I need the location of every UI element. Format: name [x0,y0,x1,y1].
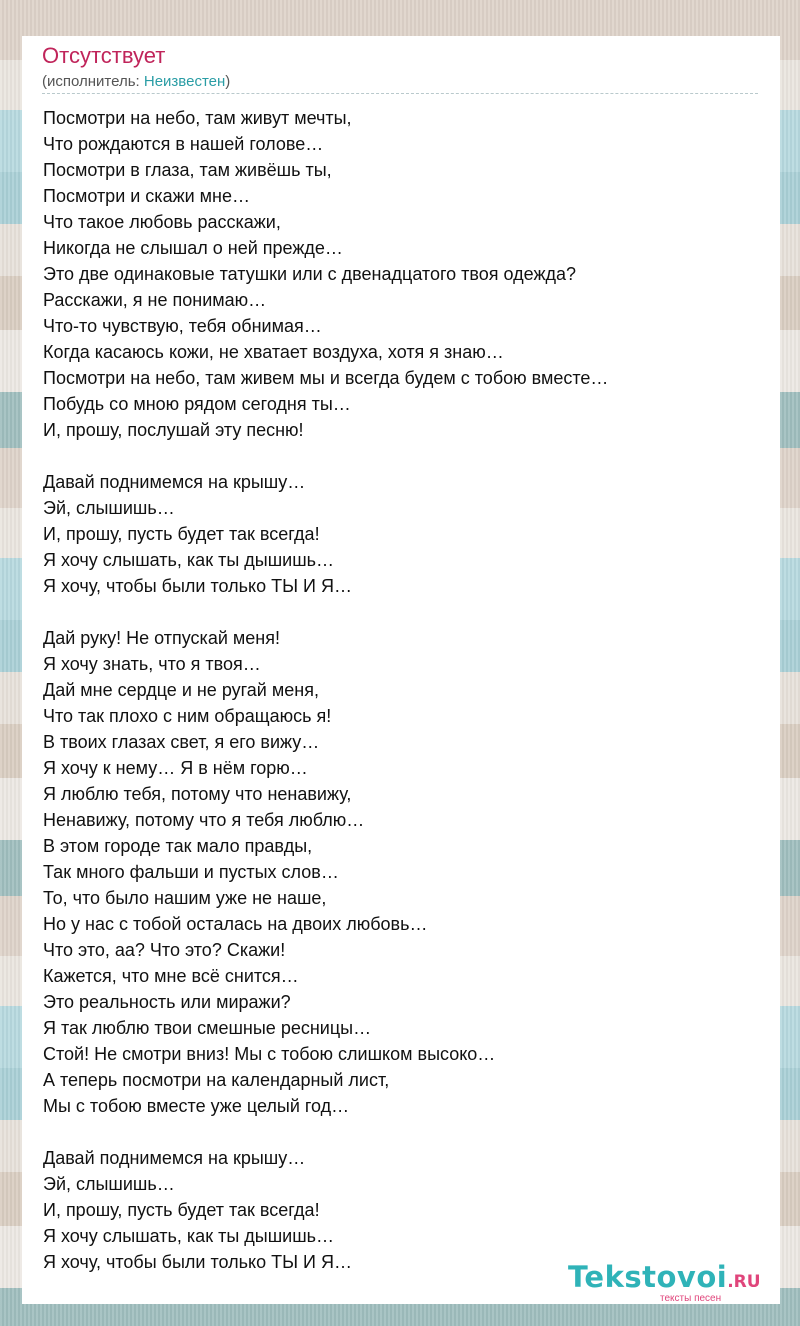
lyric-line: Что такое любовь расскажи, [43,212,281,232]
lyric-line: Что-то чувствую, тебя обнимая… [43,316,322,336]
lyric-line: Посмотри в глаза, там живёшь ты, [43,160,332,180]
lyric-line: Я хочу к нему… Я в нём горю… [43,758,308,778]
stanza-gap [43,443,759,469]
lyric-line: Давай поднимемся на крышу… [43,472,306,492]
lyric-line: И, прошу, послушай эту песню! [43,420,304,440]
lyric-line: Это реальность или миражи? [43,992,291,1012]
lyric-line: Я хочу слышать, как ты дышишь… [43,1226,335,1246]
logo-tld: .RU [727,1272,761,1292]
lyric-line: Дай руку! Не отпускай меня! [43,628,280,648]
song-title: Отсутствует [42,43,166,68]
lyric-line: Давай поднимемся на крышу… [43,1148,306,1168]
lyric-line: Я так люблю твои смешные ресницы… [43,1018,372,1038]
lyric-line: Что это, аа? Что это? Скажи! [43,940,286,960]
logo-name: Tekstovoi [568,1260,728,1294]
lyric-line: Я люблю тебя, потому что ненавижу, [43,784,352,804]
lyric-line: А теперь посмотри на календарный лист, [43,1070,390,1090]
stanza-gap [43,599,759,625]
lyric-line: Когда касаюсь кожи, не хватает воздуха, хотя я знаю… [43,342,504,362]
lyric-line: Никогда не слышал о ней прежде… [43,238,343,258]
lyric-line: Так много фальши и пустых слов… [43,862,339,882]
lyric-line: Я хочу, чтобы были только ТЫ И Я… [43,576,352,596]
lyric-line: Посмотри и скажи мне… [43,186,251,206]
lyrics-text [43,105,759,1275]
lyric-line: Я хочу знать, что я твоя… [43,654,261,674]
site-logo[interactable] [568,1260,778,1304]
lyric-line: Это две одинаковые татушки или с двенадцатого твоя одежда? [43,264,577,284]
lyric-line: В этом городе так мало правды, [43,836,313,856]
artist-prefix: (исполнитель: [42,73,144,90]
artist-line [42,73,230,91]
lyric-line: Стой! Не смотри вниз! Мы с тобою слишком высоко… [43,1044,496,1064]
lyric-line: То, что было нашим уже не наше, [43,888,327,908]
lyric-line: Посмотри на небо, там живут мечты, [43,108,352,128]
lyric-line: И, прошу, пусть будет так всегда! [43,1200,320,1220]
lyric-line: Ненавижу, потому что я тебя люблю… [43,810,365,830]
lyric-line: Кажется, что мне всё снится… [43,966,299,986]
artist-link[interactable]: Неизвестен [143,73,226,90]
artist-suffix: ) [225,73,231,90]
title-divider [42,93,758,94]
lyrics-card [22,36,780,1304]
stanza-gap [43,1119,759,1145]
lyric-line: Я хочу слышать, как ты дышишь… [43,550,335,570]
lyric-line: Посмотри на небо, там живем мы и всегда будем с тобою вместе… [43,368,609,388]
lyric-line: Что рождаются в нашей голове… [43,134,324,154]
lyric-line: Расскажи, я не понимаю… [43,290,267,310]
lyric-line: В твоих глазах свет, я его вижу… [43,732,320,752]
lyric-line: И, прошу, пусть будет так всегда! [43,524,320,544]
logo-tagline: тексты песен [660,1293,722,1304]
lyric-line: Я хочу, чтобы были только ТЫ И Я… [43,1252,352,1272]
lyric-line: Дай мне сердце и не ругай меня, [43,680,319,700]
lyric-line: Что так плохо с ним обращаюсь я! [43,706,332,726]
lyric-line: Эй, слышишь… [43,498,175,518]
lyric-line: Но у нас с тобой осталась на двоих любовь… [43,914,428,934]
lyric-line: Побудь со мною рядом сегодня ты… [43,394,351,414]
lyric-line: Эй, слышишь… [43,1174,175,1194]
lyric-line: Мы с тобою вместе уже целый год… [43,1096,350,1116]
